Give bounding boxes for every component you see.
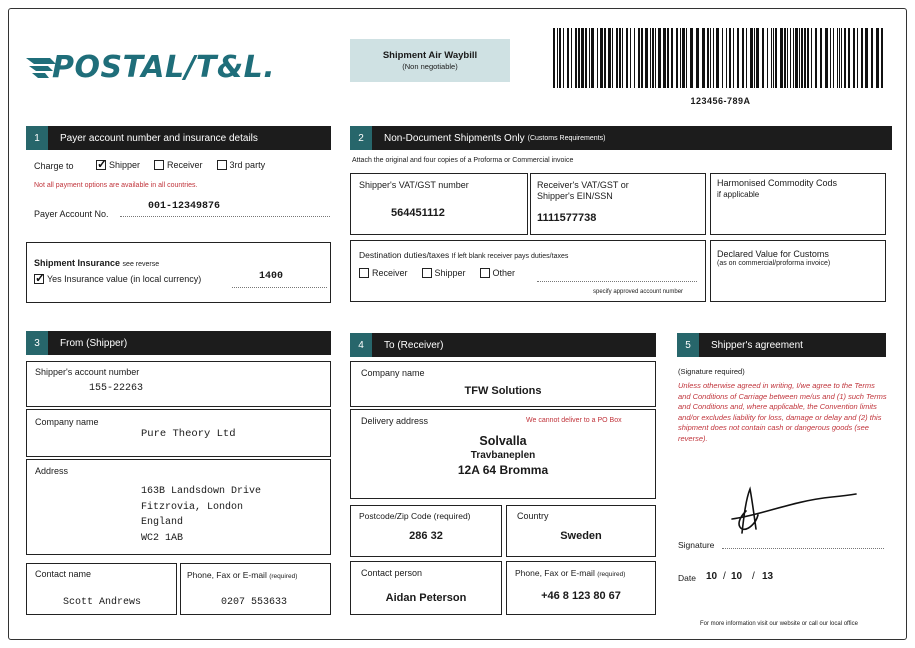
shipper-phone-value[interactable]: 0207 553633	[221, 597, 288, 608]
barcode-bar	[581, 28, 584, 88]
barcode-bar	[589, 28, 590, 88]
shipper-account-value[interactable]: 155-22263	[89, 383, 144, 394]
date-day[interactable]: 10	[706, 571, 718, 582]
delivery-address-label: Delivery address	[361, 416, 429, 426]
barcode-bar	[837, 28, 838, 88]
shipper-vat-value[interactable]: 564451112	[391, 207, 445, 219]
charge-to-3rd-party[interactable]: 3rd party	[217, 160, 266, 170]
barcode-bar	[754, 28, 755, 88]
barcode-bar	[622, 28, 623, 88]
barcode-bar	[853, 28, 855, 88]
barcode-bar	[652, 28, 654, 88]
shipper-address-box	[26, 459, 331, 555]
barcode-bar	[844, 28, 846, 88]
barcode-bar	[641, 28, 643, 88]
barcode-bar	[815, 28, 817, 88]
section-1-header	[26, 126, 331, 150]
barcode-bar	[833, 28, 834, 88]
barcode-bar	[726, 28, 727, 88]
duties-receiver[interactable]: Receiver	[359, 268, 408, 278]
receiver-company-label: Company name	[361, 368, 425, 378]
barcode-bar	[771, 28, 772, 88]
section-5-header	[677, 333, 886, 357]
duties-shipper[interactable]: Shipper	[422, 268, 466, 278]
delivery-note: We cannot deliver to a PO Box	[526, 417, 622, 424]
section-3-title: From (Shipper)	[60, 337, 128, 349]
barcode-bar	[702, 28, 705, 88]
receiver-vat-box	[530, 173, 706, 235]
duties-sub: If left blank receiver pays duties/taxes	[451, 253, 569, 260]
barcode-bar	[820, 28, 822, 88]
section-1-number: 1	[26, 126, 48, 150]
section-5-number: 5	[677, 333, 699, 357]
harmonised-label: Harmonised Commodity Cods	[717, 178, 838, 188]
insurance-value[interactable]: 1400	[259, 271, 284, 282]
barcode-bar	[773, 28, 774, 88]
section-5-title: Shipper's agreement	[711, 339, 803, 351]
attach-note: Attach the original and four copies of a Proforma or Commercial invoice	[352, 157, 574, 164]
barcode-bar	[811, 28, 812, 88]
barcode-bar	[830, 28, 831, 88]
barcode-bar	[775, 28, 777, 88]
shipper-account-box	[26, 361, 331, 407]
shipper-phone-box	[180, 563, 331, 615]
declared-value-label: Declared Value for Customs	[717, 249, 829, 259]
duties-label: Destination duties/taxes	[359, 250, 450, 260]
barcode-bar	[650, 28, 651, 88]
barcode-number: 123456-789A	[690, 96, 751, 106]
barcode-bar	[578, 28, 580, 88]
barcode-bar	[557, 28, 558, 88]
barcode-bar	[676, 28, 678, 88]
agreement-text: Unless otherwise agreed in writing, I/we agree to the Terms and Conditions of Carriage between me/us and (1) such Terms and Conditions and, where applicable, the Convention limits and/or excludes liability for loss, damage or delay and (2) this shipment does not contain cash or dangerous goods (see reverse).	[678, 381, 887, 443]
duties-options	[359, 268, 529, 278]
delivery-address-box	[350, 409, 656, 499]
receiver-phone-required: (required)	[597, 571, 626, 578]
barcode-bar	[857, 28, 858, 88]
date-separator-1: /	[723, 571, 726, 582]
shipper-address-label: Address	[35, 466, 69, 476]
section-3-header	[26, 331, 331, 355]
barcode-bar	[690, 28, 693, 88]
receiver-company-value[interactable]: TFW Solutions	[464, 385, 542, 397]
signature-scribble[interactable]	[722, 485, 862, 535]
barcode-bar	[713, 28, 714, 88]
payer-account-value[interactable]: 001-12349876	[148, 201, 221, 212]
barcode-bar	[658, 28, 661, 88]
barcode-bar	[841, 28, 842, 88]
barcode-bar	[756, 28, 759, 88]
duties-box	[350, 240, 706, 302]
barcode-bar	[571, 28, 572, 88]
barcode-bar	[742, 28, 744, 88]
date-year[interactable]: 13	[762, 571, 774, 582]
barcode-bar	[871, 28, 873, 88]
harmonised-box	[710, 173, 886, 235]
checkbox-receiver[interactable]	[154, 160, 164, 170]
barcode-bar	[634, 28, 635, 88]
barcode-bar	[793, 28, 794, 88]
barcode-bar	[585, 28, 587, 88]
section-4-title: To (Receiver)	[384, 339, 444, 351]
declared-value-box	[710, 240, 886, 302]
signature-label: Signature	[678, 540, 715, 550]
barcode-bar	[600, 28, 603, 88]
barcode-bar	[865, 28, 868, 88]
shipper-vat-box	[350, 173, 528, 235]
barcode-bar	[729, 28, 731, 88]
postcode-value[interactable]: 286 32	[409, 530, 443, 542]
barcode-bar	[626, 28, 628, 88]
barcode-bar	[630, 28, 631, 88]
barcode-bar	[663, 28, 666, 88]
barcode-bar	[733, 28, 734, 88]
barcode-bar	[619, 28, 621, 88]
checkbox-duties-receiver[interactable]	[359, 268, 369, 278]
section-2-title: Non-Document Shipments Only	[384, 132, 525, 144]
waybill-label	[350, 39, 510, 82]
approved-account-line	[537, 281, 697, 282]
receiver-phone-value[interactable]: +46 8 123 80 67	[541, 590, 621, 602]
barcode-bar	[591, 28, 594, 88]
date-label: Date	[678, 573, 696, 583]
shipper-contact-value[interactable]: Scott Andrews	[63, 597, 142, 608]
barcode-bar	[667, 28, 669, 88]
charge-to-receiver[interactable]: Receiver	[154, 160, 203, 170]
section-2-header	[350, 126, 892, 150]
barcode-bar	[839, 28, 840, 88]
checkbox-3rd-party[interactable]	[217, 160, 227, 170]
barcode-bar	[682, 28, 685, 88]
barcode-bar	[790, 28, 791, 88]
barcode-bar	[787, 28, 788, 88]
section-2-title-small: (Customs Requirements)	[527, 134, 606, 142]
barcode-bar	[559, 28, 561, 88]
country-value[interactable]: Sweden	[560, 530, 602, 542]
barcode-bar	[553, 28, 555, 88]
barcode-bar	[612, 28, 613, 88]
shipper-contact-box	[26, 563, 177, 615]
section-2-number: 2	[350, 126, 372, 150]
barcode-bar	[795, 28, 798, 88]
signature-required: (Signature required)	[678, 367, 745, 376]
barcode-bar	[597, 28, 598, 88]
section-1-title: Payer account number and insurance details	[60, 132, 258, 144]
barcode-bar	[750, 28, 753, 88]
receiver-contact-value[interactable]: Aidan Peterson	[385, 592, 467, 604]
shipper-account-label: Shipper's account number	[35, 367, 140, 377]
receiver-vat-label: Receiver's VAT/GST or Shipper's EIN/SSN	[537, 180, 629, 201]
logo	[26, 48, 276, 88]
receiver-company-box	[350, 361, 656, 407]
receiver-contact-label: Contact person	[361, 568, 423, 578]
insurance-see-reverse: see reverse	[122, 261, 160, 268]
approved-account-note: specify approved account number	[593, 289, 684, 295]
barcode-bar	[710, 28, 711, 88]
shipper-phone-required: (required)	[269, 573, 298, 580]
insurance-box	[26, 242, 331, 303]
receiver-phone-box	[506, 561, 656, 615]
declared-value-sub: (as on commercial/proforma invoice)	[717, 260, 831, 267]
barcode-bar	[616, 28, 618, 88]
logo-text: POSTAL/T&L.	[52, 50, 276, 85]
duties-other[interactable]: Other	[480, 268, 516, 278]
country-box	[506, 505, 656, 557]
barcode-bar	[567, 28, 569, 88]
barcode-bar	[799, 28, 800, 88]
barcode-bar	[762, 28, 764, 88]
barcode-bar	[563, 28, 564, 88]
barcode-bar	[638, 28, 640, 88]
checkbox-duties-shipper[interactable]	[422, 268, 432, 278]
barcode-bar	[881, 28, 883, 88]
postcode-label: Postcode/Zip Code (required)	[359, 511, 471, 521]
barcode-bar	[722, 28, 723, 88]
shipper-company-box	[26, 409, 331, 457]
waybill-subtitle: (Non negotiable)	[402, 62, 458, 71]
barcode-bar	[604, 28, 606, 88]
barcode-bar	[767, 28, 768, 88]
barcode-bar	[696, 28, 699, 88]
receiver-vat-value[interactable]: 1111577738	[537, 212, 597, 224]
insurance-title: Shipment Insurance	[34, 258, 121, 268]
barcode-bar	[848, 28, 850, 88]
footer-note: For more information visit our website or call our local office	[700, 621, 858, 627]
section-4-header	[350, 333, 656, 357]
barcode-bar	[861, 28, 863, 88]
barcode-bar	[784, 28, 786, 88]
barcode-bar	[780, 28, 783, 88]
signature-line[interactable]	[722, 548, 884, 549]
country-label: Country	[517, 511, 549, 521]
section-4-number: 4	[350, 333, 372, 357]
barcode-bar	[737, 28, 739, 88]
shipper-company-value[interactable]: Pure Theory Ltd	[141, 428, 236, 440]
delivery-address-value[interactable]: Solvalla Travbaneplen 12A 64 Bromma	[457, 434, 549, 477]
charge-to-options	[96, 160, 279, 170]
barcode-bar	[804, 28, 806, 88]
barcode-bar	[645, 28, 648, 88]
receiver-phone-label: Phone, Fax or E-mail	[515, 568, 595, 578]
barcode-bar	[801, 28, 803, 88]
payer-account-label: Payer Account No.	[34, 209, 109, 219]
barcode-bar	[746, 28, 747, 88]
shipper-vat-label: Shipper's VAT/GST number	[359, 180, 469, 190]
shipper-company-label: Company name	[35, 417, 99, 427]
checkbox-shipper[interactable]	[96, 160, 106, 170]
date-separator-2: /	[752, 571, 755, 582]
barcode-bar	[680, 28, 681, 88]
shipper-contact-label: Contact name	[35, 569, 92, 579]
barcode-bar	[608, 28, 611, 88]
payment-notice: Not all payment options are available in all countries.	[34, 182, 198, 189]
barcode-bar	[575, 28, 577, 88]
waybill-title: Shipment Air Waybill	[382, 50, 478, 61]
charge-to-label: Charge to	[34, 161, 74, 171]
barcode-bar	[686, 28, 687, 88]
postcode-box	[350, 505, 502, 557]
barcode-bar	[707, 28, 709, 88]
barcode-bar	[876, 28, 879, 88]
date-month[interactable]: 10	[731, 571, 743, 582]
charge-to-shipper[interactable]: ✓ Shipper	[96, 160, 140, 170]
payer-account-line	[120, 216, 330, 217]
harmonised-sub: if applicable	[717, 190, 760, 199]
checkbox-duties-other[interactable]	[480, 268, 490, 278]
shipper-phone-label: Phone, Fax or E-mail	[187, 570, 267, 580]
shipper-address-value[interactable]: 163B Landsdown Drive Fitzrovia, London England WC2 1AB	[141, 486, 262, 544]
barcode-bar	[807, 28, 809, 88]
barcode	[553, 28, 888, 88]
barcode-bar	[716, 28, 719, 88]
checkbox-insurance[interactable]	[34, 274, 44, 284]
receiver-contact-box	[350, 561, 502, 615]
barcode-bar	[825, 28, 828, 88]
barcode-bar	[655, 28, 656, 88]
insurance-yes[interactable]: ✓ Yes Insurance value (in local currency)	[34, 274, 201, 284]
barcode-bar	[671, 28, 673, 88]
section-3-number: 3	[26, 331, 48, 355]
